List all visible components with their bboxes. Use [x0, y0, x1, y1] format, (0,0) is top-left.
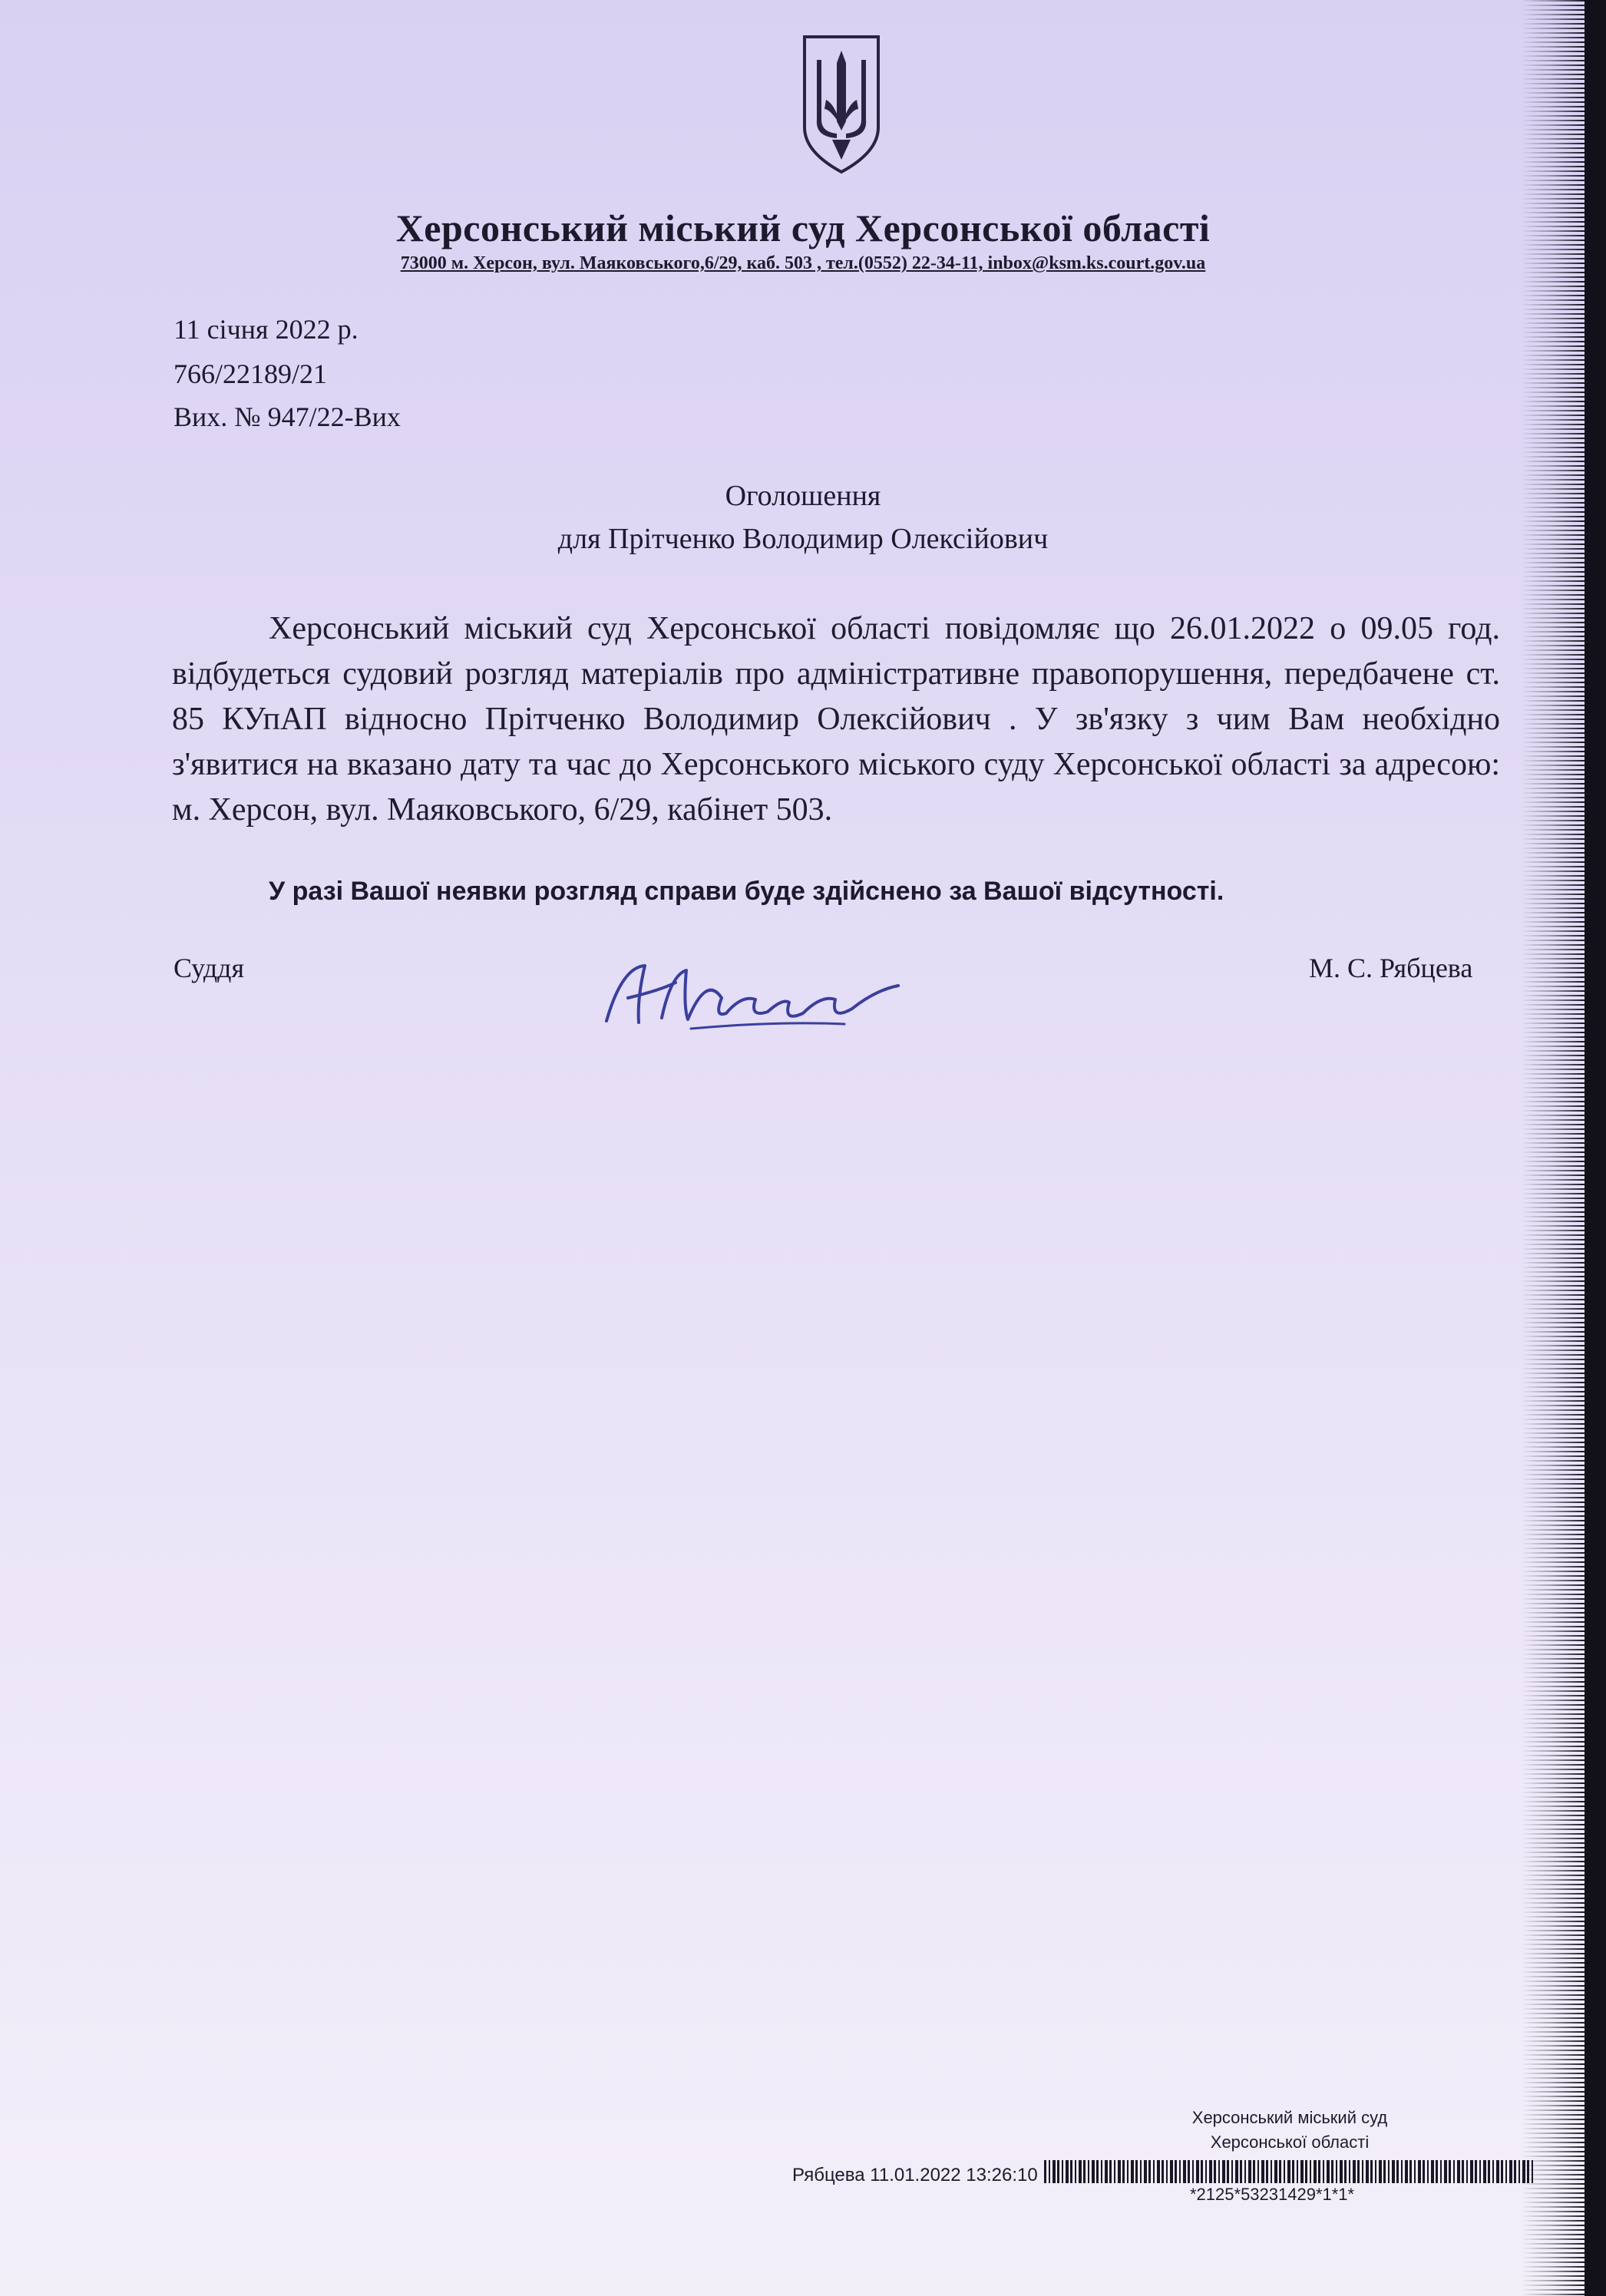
document-barcode [1044, 2160, 1535, 2183]
handwritten-signature [591, 952, 929, 1036]
trident-emblem-icon [798, 29, 884, 175]
stamp-court-line1: Херсонський міський суд [1191, 2108, 1388, 2127]
court-name-heading: Херсонський міський суд Херсонської області [395, 206, 1211, 249]
court-address: 73000 м. Херсон, вул. Маяковського,6/29, каб. 503 , тел.(0552) 22-34-11, inbox@ksm.ks.court.gov.ua [400, 253, 1206, 273]
notice-title: Оголошення [725, 480, 881, 512]
case-number: 766/22189/21 [173, 358, 328, 389]
absence-warning: У разі Вашої неявки розгляд справи буде здійснено за Вашої відсутності. [269, 877, 1224, 906]
judge-name: М. С. Рябцева [1309, 953, 1473, 983]
judge-role-label: Суддя [173, 953, 245, 983]
notice-body [172, 606, 1500, 833]
notice-recipient: для Прітченко Володимир Олексійович [557, 523, 1049, 555]
outgoing-number: Вих. № 947/22-Вих [173, 401, 401, 432]
document-date: 11 січня 2022 р. [173, 314, 359, 345]
barcode-text: *2125*53231429*1*1* [1190, 2185, 1355, 2204]
notice-body-intro: Херсонський міський суд Херсонської області повідомляє що 26.01.2022 о 09.05 год. відбудеться судовий розгляд матеріалів про адміністративне правопорушення, передбачене ст. 85 КУпАП відносно Прітченко Володимир Олексійович . [172, 611, 1500, 737]
notice-body-rest: У зв'язку з чим Вам необхідно з'явитися на вказано дату та час до Херсонського міського суду Херсонської області за адресою: м. Херсон, вул. Маяковського, 6/29, кабінет 503. [172, 702, 1500, 828]
stamp-court-line2: Херсонської області [1210, 2132, 1370, 2152]
stamp-signer-datetime: Рябцева 11.01.2022 13:26:10 [792, 2165, 1038, 2185]
scan-edge-border [1585, 0, 1606, 2296]
